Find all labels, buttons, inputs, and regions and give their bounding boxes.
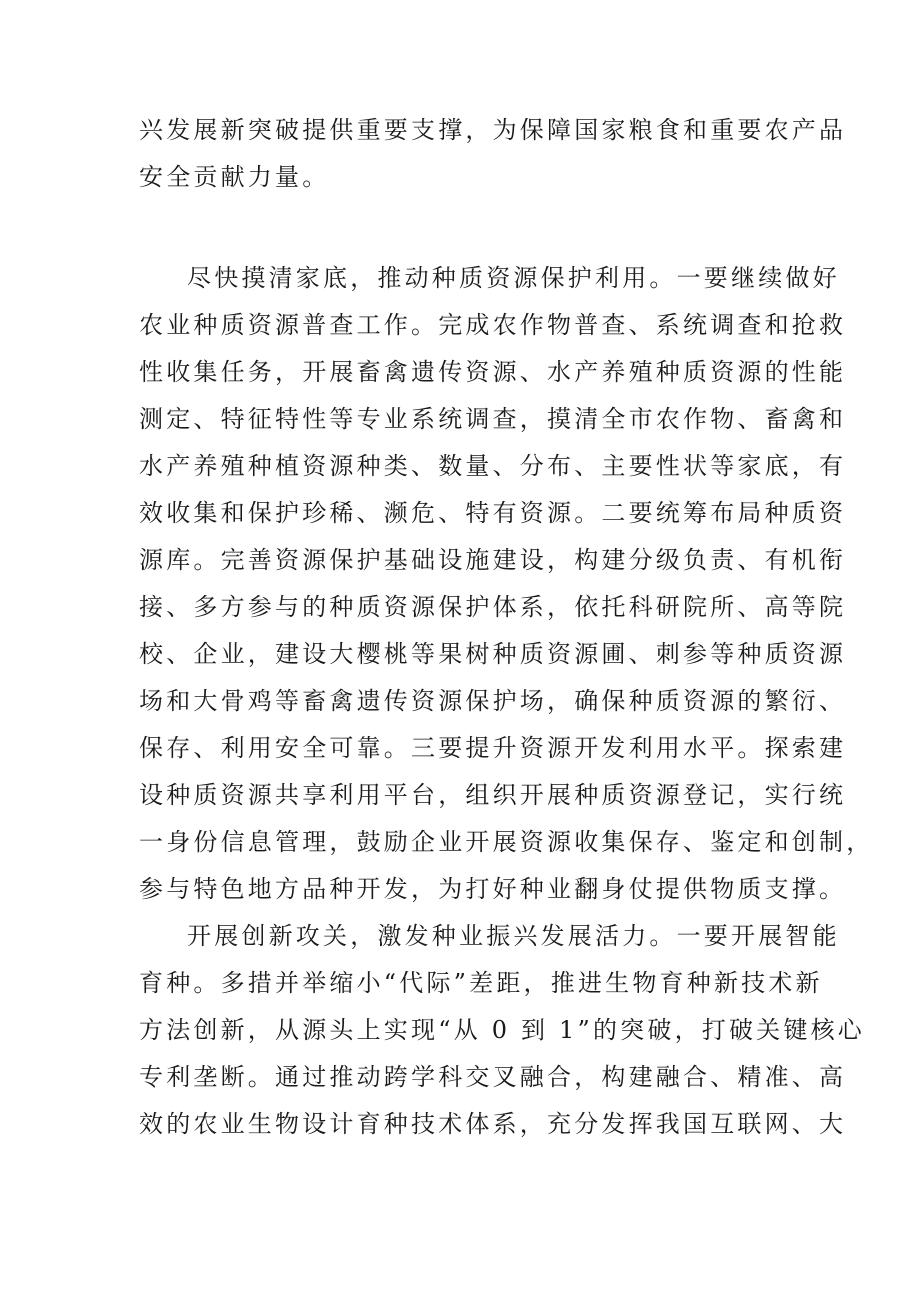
text-line: 场和大骨鸡等畜禽遗传资源保护场，确保种质资源的繁衍、 <box>139 687 847 715</box>
text-line: 接、多方参与的种质资源保护体系，依托科研院所、高等院 <box>139 593 847 621</box>
text-line: 一身份信息管理，鼓励企业开展资源收集保存、鉴定和创制， <box>139 828 874 856</box>
text-line: 源库。完善资源保护基础设施建设，构建分级负责、有机衔 <box>139 546 847 574</box>
paragraph-start-line: 开展创新攻关，激发种业振兴发展活力。一要开展智能 <box>187 922 840 950</box>
text-line: 农业种质资源普查工作。完成农作物普查、系统调查和抢救 <box>139 311 847 339</box>
text-line: 安全贡献力量。 <box>139 163 330 191</box>
text-line: 水产养殖种植资源种类、数量、分布、主要性状等家底，有 <box>139 452 847 480</box>
paragraph-start-line: 尽快摸清家底，推动种质资源保护利用。一要继续做好 <box>187 264 840 292</box>
text-line: 保存、利用安全可靠。三要提升资源开发利用水平。探索建 <box>139 734 847 762</box>
text-line: 校、企业，建设大樱桃等果树种质资源圃、刺参等种质资源 <box>139 640 847 668</box>
text-line: 专利垄断。通过推动跨学科交叉融合，构建融合、精准、高 <box>139 1063 847 1091</box>
text-line: 参与特色地方品种开发，为打好种业翻身仗提供物质支撑。 <box>139 875 847 903</box>
text-line: 效收集和保护珍稀、濒危、特有资源。二要统筹布局种质资 <box>139 499 847 527</box>
text-line: 方法创新，从源头上实现“从 0 到 1”的突破，打破关键核心 <box>139 1016 865 1044</box>
text-line: 兴发展新突破提供重要支撑，为保障国家粮食和重要农产品 <box>139 116 847 144</box>
text-line: 效的农业生物设计育种技术体系，充分发挥我国互联网、大 <box>139 1110 847 1138</box>
text-line: 设种质资源共享利用平台，组织开展种质资源登记，实行统 <box>139 781 847 809</box>
text-line: 性收集任务，开展畜禽遗传资源、水产养殖种质资源的性能 <box>139 358 847 386</box>
text-line: 育种。多措并举缩小“代际”差距，推进生物育种新技术新 <box>139 969 823 997</box>
text-line: 测定、特征特性等专业系统调查，摸清全市农作物、畜禽和 <box>139 405 847 433</box>
